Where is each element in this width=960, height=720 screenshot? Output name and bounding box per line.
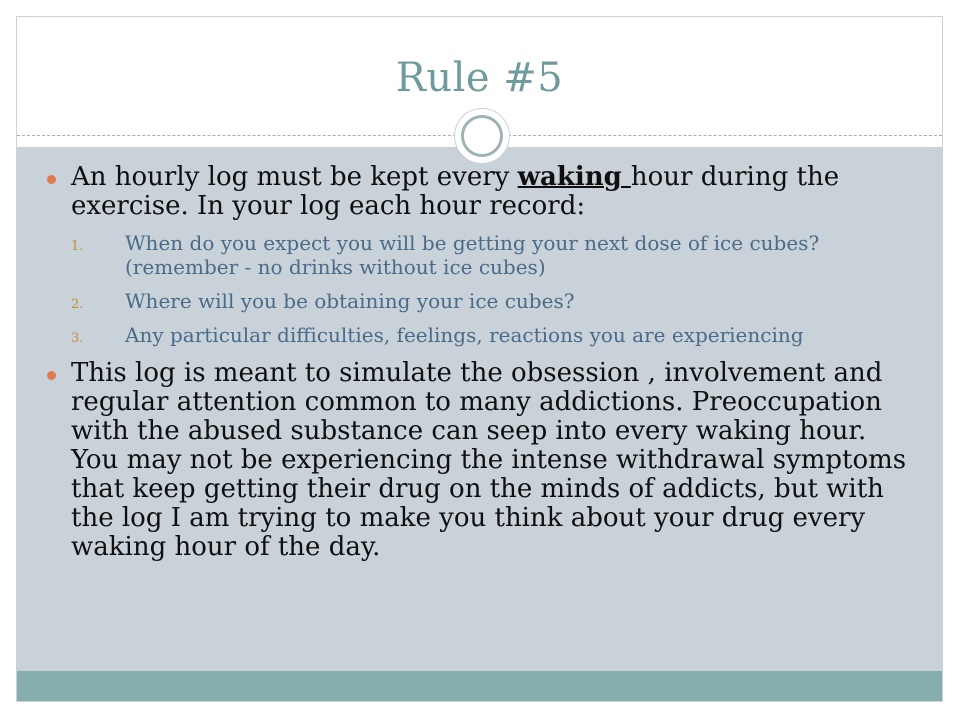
list-item-text: Any particular difficulties, feelings, reactions you are experiencing [125, 323, 804, 347]
bullet-dot-icon [47, 175, 56, 184]
list-item [71, 231, 917, 279]
footer-band [17, 671, 942, 702]
slide-title: Rule #5 [395, 55, 564, 101]
bullet-item [47, 359, 917, 562]
bullet-dot-icon [47, 371, 56, 380]
circle-ornament-icon [455, 109, 509, 163]
slide [16, 16, 943, 702]
emphasis-waking: waking [517, 162, 631, 192]
bullet-item [47, 163, 917, 221]
list-number: 1. [71, 239, 84, 254]
list-item-text: Where will you be obtaining your ice cubes? [125, 289, 575, 313]
list-item [71, 289, 917, 313]
list-item [71, 323, 917, 347]
slide-body [47, 163, 917, 562]
list-item-text: When do you expect you will be getting your next dose of ice cubes? (remember - no drinks without ice cubes) [125, 231, 820, 279]
bullet-text-end: hour during the exercise. In your log each hour record: [71, 162, 840, 221]
list-number: 3. [71, 331, 84, 346]
bullet-text-start: An hourly log must be kept every [71, 162, 518, 192]
list-number: 2. [71, 297, 84, 312]
bullet-text: This log is meant to simulate the obsession , involvement and regular attention common to many addictions. Preoccupation with the abused substance can seep into every waking hour. You may not be experiencing the intense withdrawal symptoms that keep getting their drug on the minds of addicts, but with the log I am trying to make you think about your drug every waking hour of the day. [71, 358, 907, 562]
numbered-list [47, 231, 917, 347]
